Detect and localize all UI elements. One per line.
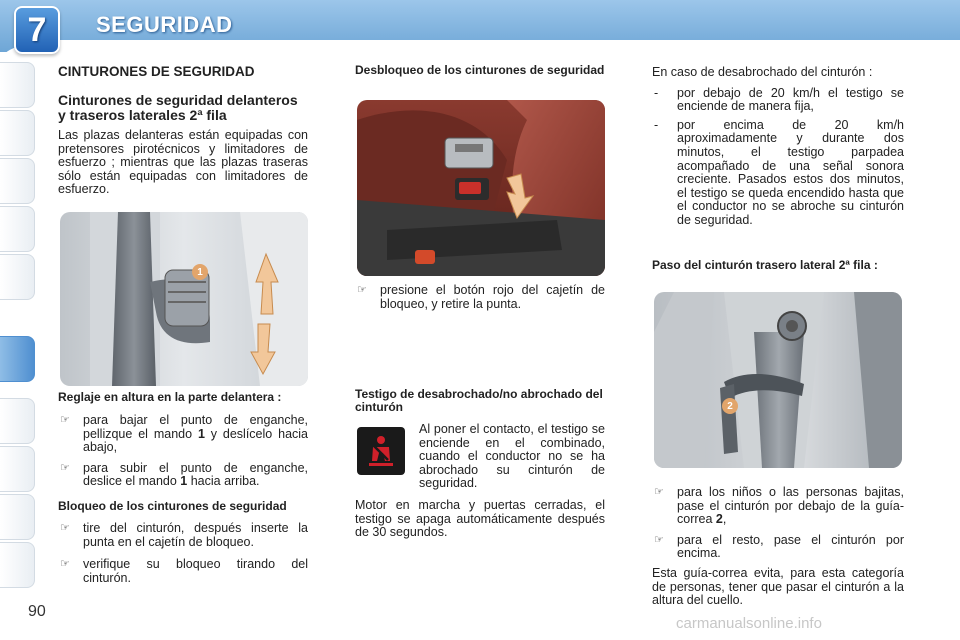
unbuckled-dash-2 (652, 119, 904, 228)
dash-marker: - (654, 117, 659, 132)
side-tab[interactable] (0, 158, 35, 204)
chapter-number-badge (14, 6, 60, 54)
text: para subir el punto de enganche, deslice el mando (83, 460, 308, 489)
column-3 (652, 66, 904, 228)
rear-bullet-1 (652, 486, 904, 527)
text: para los niños o las personas bajitas, pase el cinturón por debajo de la guía-correa (677, 485, 904, 527)
closing-paragraph: Esta guía-correa evita, para esta categoría de personas, tener que pasar el cinturón a la altura del cuello. (652, 565, 904, 608)
side-tab[interactable] (0, 494, 35, 540)
unlock-heading: Desbloqueo de los cinturones de seguridad (355, 63, 605, 77)
dash-marker: - (654, 85, 659, 100)
page-number: 90 (28, 603, 46, 620)
warning-heading: Testigo de desabrochado/no abrochado del cinturón (355, 387, 603, 414)
column-2 (355, 64, 605, 77)
side-chapter-tabs (0, 62, 36, 582)
side-tab[interactable] (0, 542, 35, 588)
bullet-icon: ☞ (60, 558, 70, 571)
column-2-lower (355, 388, 605, 540)
watermark: carmanualsonline.info (676, 615, 822, 632)
side-tab[interactable] (0, 110, 35, 156)
text: para bajar el punto de enganche, pellizque el mando (83, 413, 308, 441)
page-title: SEGURIDAD (96, 12, 233, 37)
text: presione el botón rojo del cajetín de bloqueo, y retire la punta. (380, 283, 605, 311)
subsection-heading: Cinturones de seguridad delanteros y traseros laterales 2ª fila (58, 92, 298, 123)
text: , (722, 512, 727, 527)
text: hacia arriba. (187, 474, 260, 489)
side-tab[interactable] (0, 206, 35, 252)
lock-bullet-1 (58, 522, 308, 549)
height-adjust-heading: Reglaje en altura en la parte delantera : (58, 390, 282, 404)
unbuckled-dash-1 (652, 87, 904, 114)
column-2-mid (355, 284, 605, 311)
bullet-icon: ☞ (357, 284, 367, 296)
text: verifique su bloqueo tirando del cinturón. (83, 557, 308, 585)
section-heading: CINTURONES DE SEGURIDAD (58, 64, 255, 79)
callout-2-badge: 2 (722, 398, 738, 414)
warning-block (355, 423, 605, 489)
rear-belt-heading: Paso del cinturón trasero lateral 2ª fila : (652, 258, 878, 272)
header-curve (0, 40, 960, 62)
warning-paragraph-2: Motor en marcha y puertas cerradas, el testigo se apaga automáticamente después de 30 segundos. (355, 498, 605, 540)
side-tab[interactable] (0, 254, 35, 300)
side-tab-active[interactable] (0, 336, 35, 382)
rear-belt-guide-photo (654, 292, 902, 468)
text: por debajo de 20 km/h el testigo se enciende de manera fija, (677, 85, 904, 114)
callout-1-badge: 1 (192, 264, 208, 280)
column-3-lower (652, 486, 904, 608)
lock-heading: Bloqueo de los cinturones de seguridad (58, 498, 287, 513)
seatbelt-warning-lamp (357, 427, 405, 475)
unlock-bullet-1 (355, 284, 605, 311)
control-number: 1 (180, 474, 188, 489)
intro-paragraph: Las plazas delanteras están equipadas con pretensores pirotécnicos y limitadores de esfuerzo ; mientras que las plazas traseras sólo están equipadas con limitadores de esfuerzo. (58, 128, 308, 197)
guide-number: 2 (715, 512, 723, 527)
rear-bullet-2 (652, 534, 904, 561)
column-1-lower (58, 391, 308, 585)
bullet-icon: ☞ (60, 461, 70, 474)
belt-height-adjuster-photo (60, 212, 308, 386)
text: y deslícelo hacia abajo, (83, 426, 308, 455)
column-3-mid (652, 259, 904, 272)
text: para el resto, pase el cinturón por encima. (677, 532, 904, 561)
unbuckled-intro: En caso de desabrochado del cinturón : (652, 65, 873, 79)
bullet-icon: ☞ (60, 414, 70, 426)
control-number: 1 (197, 426, 205, 441)
text: tire del cinturón, después inserte la punta en el cajetín de bloqueo. (83, 520, 308, 549)
height-bullet-1 (58, 414, 308, 455)
height-bullet-2 (58, 462, 308, 489)
side-tab[interactable] (0, 446, 35, 492)
bullet-icon: ☞ (654, 533, 664, 546)
bullet-icon: ☞ (654, 486, 664, 498)
text: por encima de 20 km/h aproximadamente y durante dos minutos, el testigo parpadea acompañado de una señal sonora creciente. Pasados estos dos minutos, el testigo se queda encendido hasta que el conductor no se abroche su cinturón de seguridad. (677, 117, 904, 227)
warning-paragraph: Al poner el contacto, el testigo se enciende en el combinado, cuando el conductor no se ha abrochado su cinturón de seguridad. (419, 422, 605, 491)
seatbelt-warning-icon (363, 433, 399, 469)
chapter-number: 7 (27, 10, 47, 49)
belt-buckle-photo (357, 100, 605, 276)
side-tab[interactable] (0, 62, 35, 108)
bullet-icon: ☞ (60, 521, 70, 534)
column-1 (58, 64, 308, 197)
lock-bullet-2 (58, 558, 308, 585)
side-tab[interactable] (0, 398, 35, 444)
